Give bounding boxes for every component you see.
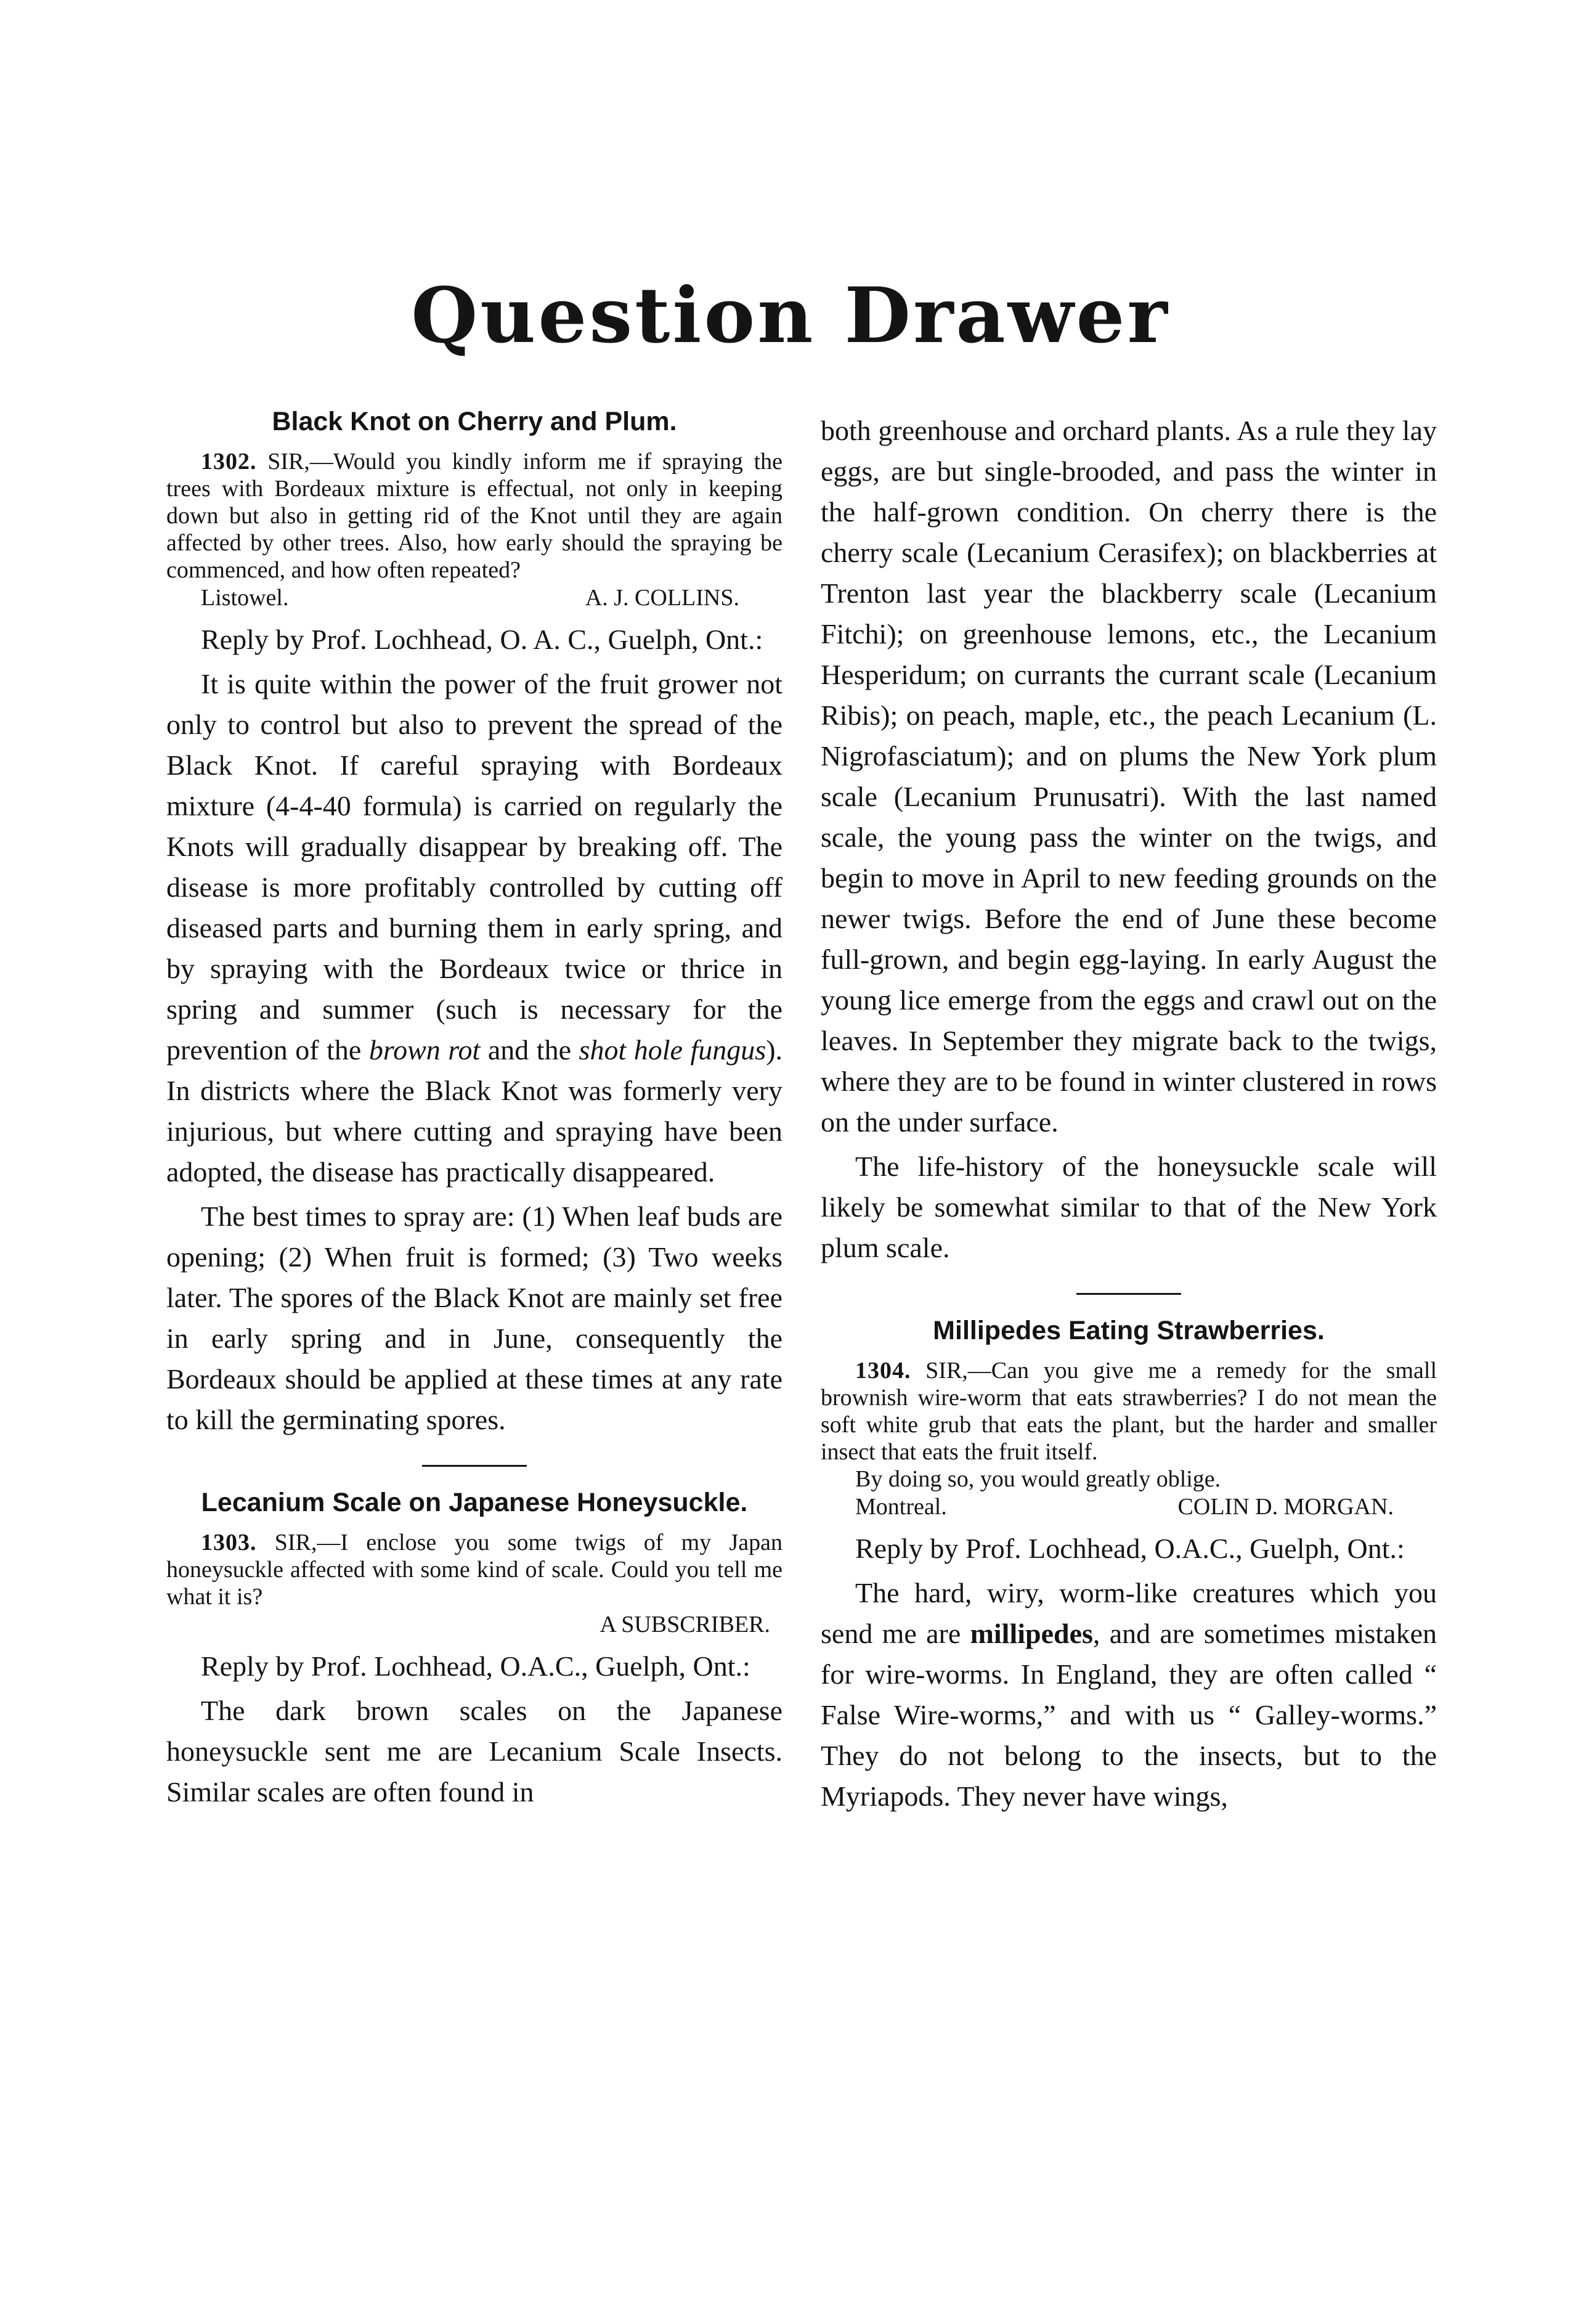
answer-paragraph: The dark brown scales on the Japanese honeysuckle sent me are Lecanium Scale Insects. Similar scales are often found in (166, 1695, 782, 1808)
answer-text: , and are sometimes mistaken for wire-worms. In England, they are often called “ False Wire-worms,” and with us “ Galley-worms.” They do not belong to the insects, but to the Myriapods. They never have wings, (821, 1618, 1437, 1812)
question-number: 1302. (201, 449, 257, 475)
question-1304 (821, 1316, 1437, 1817)
left-column (166, 407, 782, 1812)
question-text (166, 1529, 782, 1610)
question-signature: A SUBSCRIBER. (599, 1612, 770, 1637)
answer-italic: shot hole fungus (579, 1034, 766, 1066)
question-1303 (166, 1488, 782, 1812)
question-heading: Millipedes Eating Strawberries. (933, 1316, 1325, 1345)
section-divider (1076, 1293, 1181, 1295)
question-number: 1303. (201, 1530, 257, 1555)
answer-paragraph (821, 1573, 1437, 1817)
question-heading: Black Knot on Cherry and Plum. (272, 407, 677, 436)
section-divider (422, 1465, 527, 1467)
question-text: By doing so, you would greatly oblige. (855, 1466, 1221, 1492)
question-place: Listowel. (201, 585, 289, 611)
question-text (821, 1357, 1437, 1466)
question-signature: A. J. COLLINS. (585, 585, 739, 611)
answer-paragraph (166, 664, 782, 1193)
question-text (166, 448, 782, 584)
question-body: SIR,—I enclose you some twigs of my Japan honeysuckle affected with some kind of scale. Could you tell me what it is? (166, 1530, 782, 1610)
question-signature-line (821, 1493, 1437, 1521)
question-body: SIR,—Would you kindly inform me if spraying the trees with Bordeaux mixture is effectual, not only in keeping down but also in getting rid of the Knot until they are again affected by other trees. Also, how early should the spraying be commenced, and how often repeated? (166, 449, 783, 583)
reply-intro: Reply by Prof. Lochhead, O. A. C., Guelph, Ont.: (201, 624, 763, 655)
answer-paragraph: both greenhouse and orchard plants. As a rule they lay eggs, are but single-brooded, and pass the winter in the half-grown condition. On cherry there is the cherry scale (Lecanium Cerasifex); on blackberries at Trenton last year the blackberry scale (Lecanium Fitchi); on greenhouse lemons, etc., the Lecanium Hesperidum; on currants the currant scale (Lecanium Ribis); on peach, maple, etc., the peach Lecanium (L. Nigrofasciatum); and on plums the New York plum scale (Lecanium Prunusatri). With the last named scale, the young pass the winter on the twigs, and begin to move in April to new feeding grounds on the newer twigs. Before the end of June these become full-grown, and begin egg-laying. In early August the young lice emerge from the eggs and crawl out on the leaves. In September they migrate back to the twigs, where they are to be found in winter clustered in rows on the under surface. (821, 415, 1437, 1138)
reply-intro: Reply by Prof. Lochhead, O.A.C., Guelph, Ont.: (855, 1533, 1405, 1564)
question-body: SIR,—Can you give me a remedy for the small brownish wire-worm that eats strawberries? I do not mean the soft white grub that eats the plant, but the harder and smaller insect that eats the fruit itself. (821, 1358, 1437, 1465)
question-heading: Lecanium Scale on Japanese Honeysuckle. (201, 1488, 748, 1517)
question-number: 1304. (855, 1358, 911, 1384)
answer-text: ). In districts where the Black Knot was formerly very injurious, but where cutting and spraying have been adopted, the disease has practically disappeared. (166, 1034, 783, 1188)
answer-bold: millipedes (970, 1618, 1093, 1649)
answer-text: It is quite within the power of the fruit grower not only to control but also to prevent the spread of the Black Knot. If careful spraying with Bordeaux mixture (4-4-40 formula) is carried on regularly the Knots will gradually disappear by breaking off. The disease is more profitably controlled by cutting off diseased parts and burning them in early spring, and by spraying with the Bordeaux twice or thrice in spring and summer (such is necessary for the prevention of the (166, 668, 782, 1066)
right-column (821, 407, 1437, 1817)
question-place: Montreal. (855, 1494, 947, 1520)
answer-paragraph: The best times to spray are: (1) When leaf buds are opening; (2) When fruit is formed; (3) Two weeks later. The spores of the Black Knot are mainly set free in early spring and in June, consequently the Bordeaux should be applied at these times at any rate to kill the germinating spores. (166, 1201, 782, 1435)
answer-text: The hard, wiry, worm-like creatures which you send me are (821, 1577, 1437, 1649)
answer-italic: brown rot (368, 1034, 481, 1066)
question-1302 (166, 407, 782, 1440)
answer-paragraph: The life-history of the honeysuckle scale will likely be somewhat similar to that of the New York plum scale. (821, 1151, 1437, 1263)
question-signature: COLIN D. MORGAN. (1177, 1494, 1394, 1520)
reply-intro: Reply by Prof. Lochhead, O.A.C., Guelph, Ont.: (201, 1650, 750, 1682)
question-signature-line (166, 584, 782, 612)
page-title: Question Drawer (411, 271, 1170, 361)
answer-text: and the (487, 1034, 571, 1066)
